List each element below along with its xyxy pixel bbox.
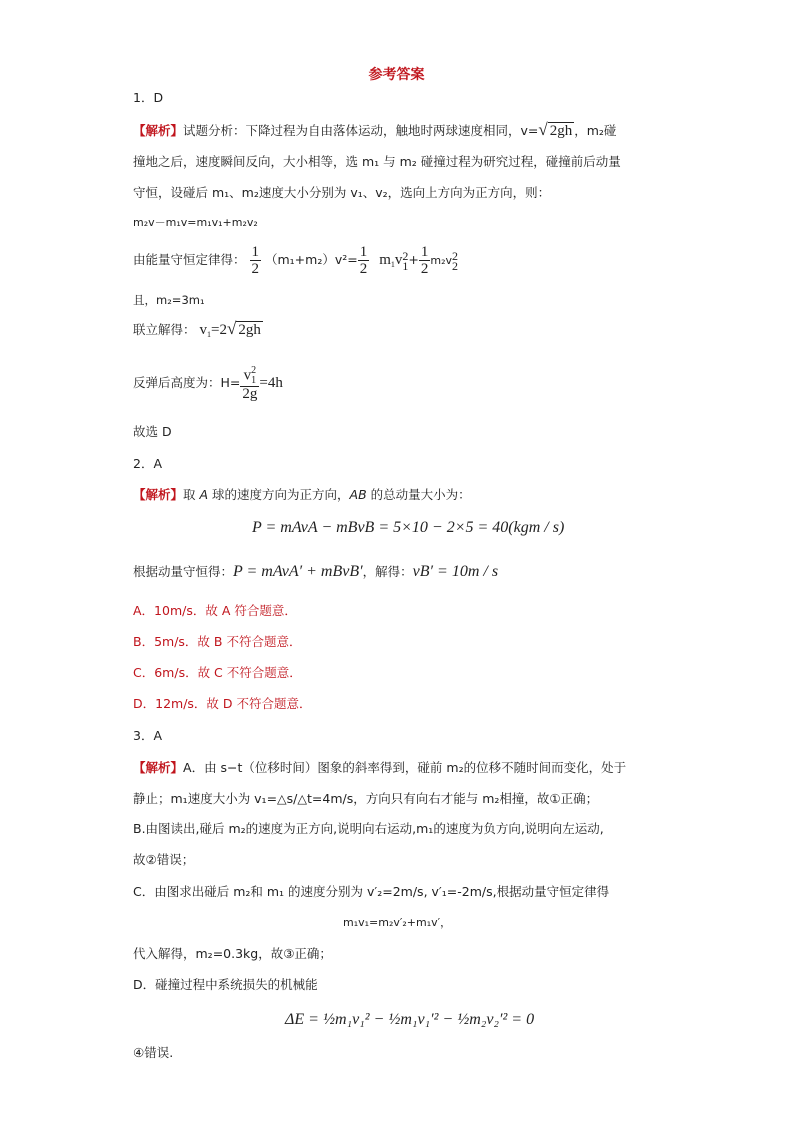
q3-line3: B.由图读出,碰后 m₂的速度为正方向,说明向右运动,m₁的速度为负方向,说明向左运动, (133, 821, 604, 836)
q1-energy-mid: （m₁+m₂）v²= (264, 252, 358, 267)
q2-option-a: A．10m/s．故 A 符合题意． (133, 603, 297, 618)
q2-option-d: D．12m/s．故 D 不符合题意． (133, 696, 312, 711)
q1-answer: 1．D (133, 90, 164, 105)
q1-eq1: m₂v－m₁v=m₁v₁+m₂v₂ (133, 216, 258, 229)
q1-conclusion: 故选 D (133, 424, 172, 439)
q1-line1 (133, 122, 616, 139)
q1-solve-label: 联立解得： (133, 322, 196, 337)
sqrt-icon: √ (538, 120, 548, 139)
q1-half-1: $\frac{1}{2}$ (251, 244, 259, 277)
q2-option-b: B．5m/s．故 B 不符合题意． (133, 634, 302, 649)
q1-energy-m1v: $m_1v$ (379, 252, 403, 269)
sqrt-icon: √ (226, 319, 237, 338)
q3-line2: 静止；m₁速度大小为 v₁=△s/△t=4m/s，方向只有向右才能与 m₂相撞，故①正确； (133, 791, 599, 806)
q2-formula: P = mAvA − mBvB = 5×10 − 2×5 = 40(kgm / s) (252, 519, 565, 536)
q3-line7: 代入解得，m₂=0.3kg，故③正确； (133, 946, 332, 961)
q2-conservation: 根据动量守恒得：P = mAvA′ + mBvB′，解得：vB′ = 10m / s (133, 563, 499, 580)
q3-answer: 3．A (133, 728, 163, 743)
q3-line6: m₁v₁=m₂v′₂+m₁v′， (343, 916, 452, 929)
q1-height-frac: v 2 1 2g (242, 365, 258, 402)
q1-line2: 撞地之后，速度瞬间反向，大小相等，选 m₁ 与 m₂ 碰撞过程为研究过程，碰撞前后动量 (133, 154, 621, 169)
q1-energy-plus: + (408, 252, 419, 267)
q3-line1: 【解析】A．由 s−t（位移时间）图象的斜率得到，碰前 m₂的位移不随时间而变化，处于 (133, 760, 627, 775)
q1-line3: 守恒，设碰后 m₁、m₂速度大小分别为 v₁、v₂，选向上方向为正方向，则： (133, 185, 551, 200)
q1-l1-tail: ，m₂碰 (574, 123, 617, 138)
q1-tag: 【解析】 (133, 123, 184, 138)
q1-solve: 联立解得： $v_1=2√$ 2gh (133, 319, 261, 339)
q3-energy-formula: ΔE = ½m₁v₁² − ½m₁v₁′² − ½m₂v₂′² = 0 (285, 1011, 535, 1028)
q1-ratio: 且，m₂=3m₁ (133, 293, 205, 307)
q1-half-3: $\frac{1}{2}$ (420, 244, 429, 277)
q2-intro: 【解析】取 A 球的速度方向为正方向，AB 的总动量大小为： (133, 487, 471, 502)
q3-line9: ④错误. (133, 1045, 174, 1060)
q1-energy: 由能量守恒定律得： $\frac{1}{2}$ （m₁+m₂）v²= $\frac{1}{2}$ $m_1v$ 2 1 + $\frac{1}{2}$ m₂v 2 2 (133, 244, 458, 277)
q1-half-2: $\frac{1}{2}$ (359, 244, 368, 277)
q1-l1-text: 试题分析：下降过程为自由落体运动，触地时两球速度相同，v= (183, 123, 539, 138)
q1-energy-label: 由能量守恒定律得： (133, 252, 246, 267)
q3-line5: C．由图求出碰后 m₂和 m₁ 的速度分别为 v′₂=2m/s, v′₁=-2m/s,根据动量守恒定律得 (133, 884, 610, 899)
q2-option-c: C．6m/s．故 C 不符合题意． (133, 665, 302, 680)
q1-l1-sqrt: 2gh (549, 123, 573, 139)
q2-answer: 2．A (133, 456, 163, 471)
q3-line8: D．碰撞过程中系统损失的机械能 (133, 977, 318, 992)
q1-energy-m2v: m₂v (430, 254, 452, 267)
q3-line4: 故②错误； (133, 852, 195, 867)
page-title: 参考答案 (368, 67, 425, 83)
q1-height: 反弹后高度为：H= v 2 1 2g =4h (133, 365, 283, 402)
q1-height-label: 反弹后高度为：H= (133, 375, 241, 390)
